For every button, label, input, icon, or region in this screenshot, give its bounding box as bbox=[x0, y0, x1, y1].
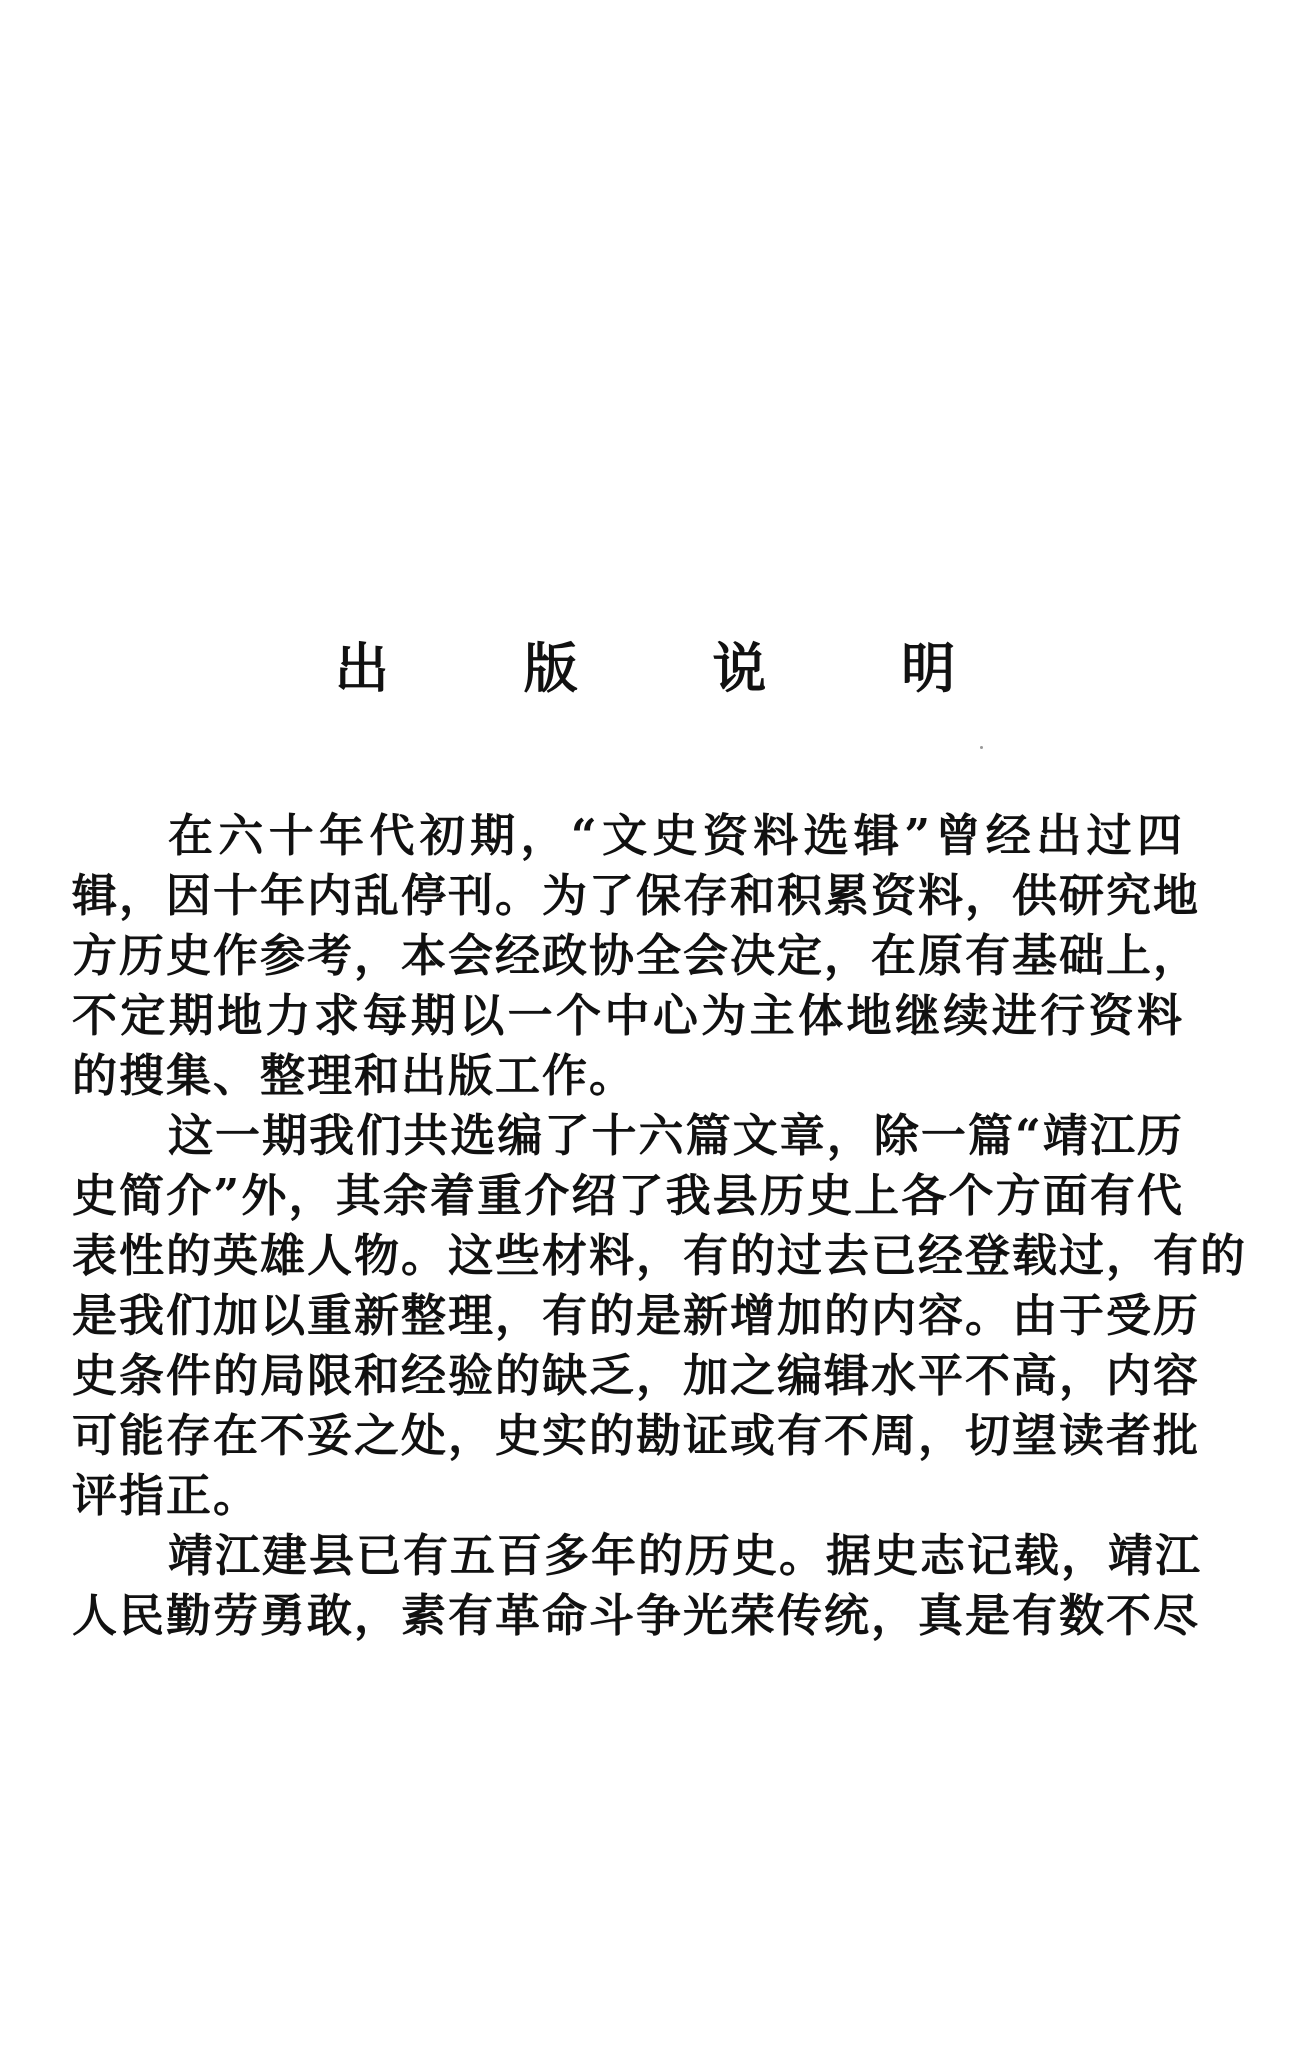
text-line: 史条件的局限和经验的缺乏，加之编辑水平不高，内容 bbox=[72, 1349, 1201, 1402]
text-line: 表性的英雄人物。这些材料，有的过去已经登载过，有的 bbox=[72, 1229, 1248, 1282]
text-line: 人民勤劳勇敢，素有革命斗争光荣传统，真是有数不尽 bbox=[72, 1589, 1201, 1642]
text-line: 是我们加以重新整理，有的是新增加的内容。由于受历 bbox=[72, 1289, 1201, 1342]
text-line: 不定期地力求每期以一个中心为主体地继续进行资料 bbox=[72, 989, 1184, 1042]
text-line: 在六十年代初期，“文史资料选辑”曾经出过四 bbox=[168, 809, 1184, 862]
text-line: 评指正。 bbox=[72, 1469, 261, 1522]
body-text bbox=[72, 806, 1248, 1646]
text-line: 方历史作参考，本会经政协全会决定，在原有基础上， bbox=[72, 929, 1201, 982]
text-line: 可能存在不妥之处，史实的勘证或有不周，切望读者批 bbox=[72, 1409, 1201, 1462]
speck-mark bbox=[980, 746, 983, 749]
text-line: 的搜集、整理和出版工作。 bbox=[72, 1049, 637, 1102]
page-title: 出 版 说 明 bbox=[334, 636, 1014, 700]
text-line: 这一期我们共选编了十六篇文章，除一篇“靖江历 bbox=[168, 1109, 1184, 1162]
text-line: 辑，因十年内乱停刊。为了保存和积累资料，供研究地 bbox=[72, 869, 1201, 922]
text-line: 史简介”外，其余着重介绍了我县历史上各个方面有代 bbox=[72, 1169, 1184, 1222]
text-line: 靖江建县已有五百多年的历史。据史志记载，靖江 bbox=[168, 1529, 1203, 1582]
